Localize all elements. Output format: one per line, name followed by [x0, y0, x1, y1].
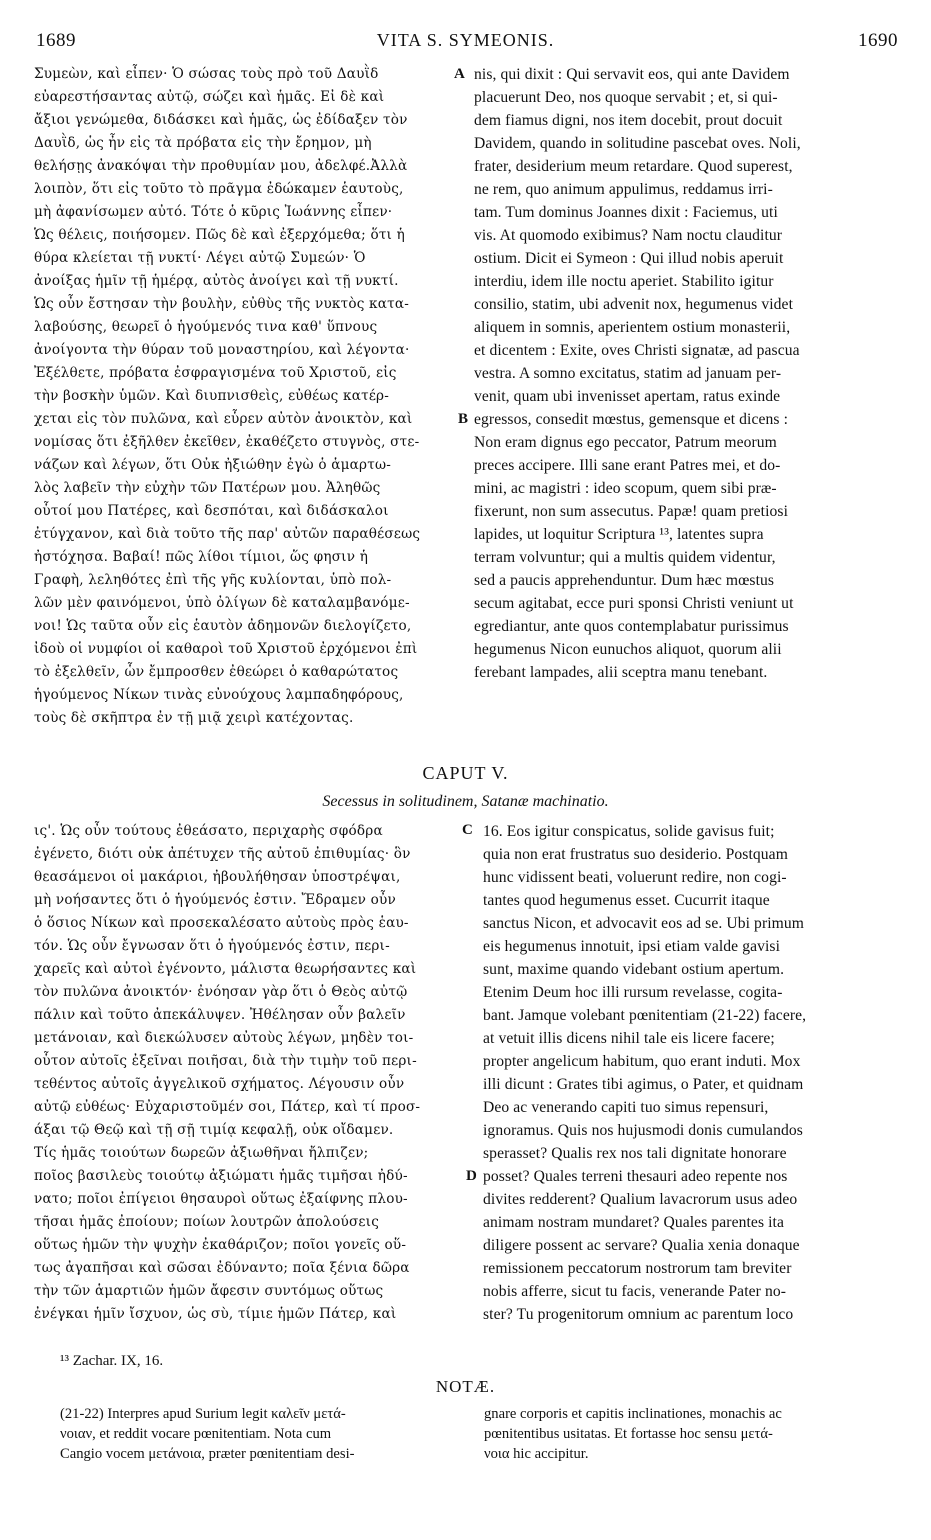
latin-line: ne rem, quo animum appulimus, reddamus irri-	[474, 181, 773, 198]
latin-line: frater, desiderium meum retardare. Quod superest,	[474, 158, 793, 175]
greek-line: νοι! Ὡς ταῦτα οὖν εἰς ἑαυτὸν ἀδημονῶν διελογίζετο,	[34, 618, 412, 634]
latin-line: egrediantur, ante quos contemplabatur purissimus	[474, 618, 789, 635]
latin-line: mini, ac magistri : ideo scopum, quem sibi præ-	[474, 480, 777, 497]
greek-line: μὴ νοήσαντες ὅτι ὁ ἡγούμενός ἐστιν. Ἔδραμεν οὖν	[34, 892, 396, 908]
latin-line: nis, qui dixit : Qui servavit eos, qui ante Davidem	[474, 66, 790, 83]
chapter-title: CAPUT V.	[422, 763, 509, 783]
latin-line: dem fiamus digni, nos item docebit, prout docuit	[474, 112, 783, 129]
greek-line: λῶν μὲν φαινόμενοι, ὑπὸ ὀλίγων δὲ καταλαμβανόμε-	[34, 595, 410, 611]
greek-line: ἐγένετο, διότι οὐκ ἀπέτυχεν τῆς αὐτοῦ ἐπιθυμίας· ὃν	[34, 846, 411, 862]
latin-line: sed a paucis apprehenduntur. Dum hæc mœstus	[474, 572, 775, 589]
latin-line: secum agitabat, ecce puri sponsi Christi veniunt ut	[474, 595, 794, 612]
latin-line: remissionem peccatorum nostrorum tam breviter	[483, 1260, 792, 1277]
latin-line: tam. Tum dominus Joannes dixit : Faciemus, uti	[474, 204, 778, 221]
latin-line: aliquem in somnis, aperientem ostium monasterii,	[474, 319, 791, 336]
latin-line: nobis afferre, sicut tu facis, venerande Pater no-	[483, 1283, 787, 1300]
chapter-subtitle: Secessus in solitudinem, Satanæ machinatio.	[322, 793, 609, 810]
latin-line: 16. Eos igitur conspicatus, solide gavisus fuit;	[483, 823, 775, 840]
greek-line: πάλιν καὶ τοῦτο ἀπεκάλυψεν. Ἠθέλησαν οὖν βαλεῖν	[34, 1007, 406, 1023]
latin-line: placuerunt Deo, nos quoque servabit ; et, si qui-	[474, 89, 778, 106]
greek-line: ἡγούμενος Νίκων τινὰς εὐνούχους λαμπαδηφόρους,	[34, 687, 404, 703]
latin-line: propter angelicum habitum, quo erant induti. Mox	[483, 1053, 801, 1070]
note-line: gnare corporis et capitis inclinationes, monachis ac	[484, 1406, 782, 1422]
latin-line: ignoramus. Quis nos hujusmodi donis cumulandos	[483, 1122, 803, 1139]
page-number-left: 1689	[36, 30, 76, 51]
latin-line: Davidem, quando in solitudine pascebat oves. Noli,	[474, 135, 801, 152]
greek-line: Ὡς θέλεις, ποιήσομεν. Πῶς δὲ καὶ ἐξερχόμεθα; ὅτι ἡ	[34, 227, 405, 243]
notae-title: NOTÆ.	[435, 1377, 496, 1396]
latin-line: illi dicunt : Grates tibi agimus, o Pater, et quidnam	[483, 1076, 804, 1093]
latin-line: vestra. A somno excitatus, statim ad januam per-	[474, 365, 782, 382]
greek-line: ὁ ὅσιος Νίκων καὶ προσεκαλέσατο αὐτοὺς πρὸς ἑαυ-	[34, 915, 409, 931]
latin-line: Deo ac venerando capiti tuo simus repensuri,	[483, 1099, 769, 1116]
latin-line: animam nostram mundaret? Quales parentes ita	[483, 1214, 785, 1231]
greek-line: χαρεῖς καὶ αὐτοὶ ἐγένοντο, μάλιστα θεωρήσαντες καὶ	[34, 961, 417, 977]
latin-line: sunt, maxime quando videbant ostium apertum.	[483, 961, 785, 978]
latin-line: lapides, ut loquitur Scriptura ¹³, latentes supra	[474, 526, 764, 543]
greek-line: οὗτον αὐτοῖς ἐξεῖναι ποιῆσαι, διὰ τὴν τιμὴν τοῦ περι-	[34, 1053, 417, 1069]
latin-line: posset? Quales terreni thesauri adeo repente nos	[483, 1168, 788, 1185]
greek-line: λαβούσης, θεωρεῖ ὁ ἡγούμενός τινα καθ' ὕπνους	[34, 319, 378, 335]
margin-marker-c: C	[462, 822, 473, 838]
note-line: νοια hic accipitur.	[484, 1446, 589, 1462]
greek-column-2	[34, 820, 454, 1326]
latin-column-1	[474, 63, 898, 684]
latin-line: at vetuit illis dicens nihil tale eis licere facere;	[483, 1030, 775, 1047]
greek-line: ἠστόχησα. Βαβαί! πῶς λίθοι τίμιοι, ὥς φησιν ἡ	[34, 549, 369, 565]
latin-line: Non eram dignus ego peccator, Patrum meorum	[474, 434, 777, 451]
greek-line: λοιπὸν, ὅτι εἰς τοῦτο τὸ πρᾶγμα ἐδώκαμεν ἑαυτοὺς,	[34, 181, 404, 197]
page-number-right: 1690	[858, 30, 898, 51]
greek-line: Τίς ἡμᾶς τοιούτων δωρεῶν ἀξιωθῆναι ἤλπιζεν;	[34, 1145, 369, 1161]
latin-line: preces accipere. Illi sane erant Patres mei, et do-	[474, 457, 781, 474]
greek-line: Ὡς οὖν ἔστησαν τὴν βουλὴν, εὐθὺς τῆς νυκτὸς κατα-	[34, 296, 410, 312]
latin-line: venit, quam ubi invenisset apertam, ratus exinde	[474, 388, 781, 405]
latin-line: terram volvuntur; qui a multis quidem videntur,	[474, 549, 776, 566]
latin-line: ferebant lampades, alii sceptra manu tenebant.	[474, 664, 768, 681]
latin-line: diligere possent ac servare? Qualia xenia donaque	[483, 1237, 800, 1254]
greek-line: τὴν τῶν ἁμαρτιῶν ἡμῶν ἄφεσιν συντόμως οὕτως	[34, 1283, 384, 1299]
greek-line: λὸς λαβεῖν τὴν εὐχὴν τῶν Πατέρων μου. Ἀληθῶς	[34, 480, 381, 496]
greek-line: μετάνοιαν, καὶ διεκώλυσεν αὐτοὺς λέγων, μηδὲν τοι-	[34, 1030, 414, 1046]
latin-line: ostium. Dicit ei Symeon : Qui illud nobis aperuit	[474, 250, 784, 267]
greek-line: οὗτοί μου Πατέρες, καὶ δεσπόται, καὶ διδάσκαλοι	[34, 503, 389, 519]
greek-line: μὴ ἀφανίσωμεν αὐτό. Τότε ὁ κῦρις Ἰωάννης εἶπεν·	[34, 204, 393, 220]
margin-marker-b: B	[458, 411, 469, 427]
greek-line: τῆσαι ἡμᾶς ἐποίουν; ποίων λουτρῶν ἀπολούσεις	[34, 1214, 380, 1230]
latin-line: consilio, statim, ubi advenit nox, hegumenus videt	[474, 296, 793, 313]
latin-line: hunc vidissent beati, voluerunt redire, non cogi-	[483, 869, 787, 886]
greek-line: οὕτως ἡμῶν τὴν ψυχὴν ἐκαθάριζον; ποῖοι γονεῖς οὕ-	[34, 1237, 407, 1253]
greek-line: τὸν πυλῶνα ἀνοικτόν· ἐνόησαν γὰρ ὅτι ὁ Θεὸς αὐτῷ	[34, 984, 408, 1000]
greek-line: Ἐξέλθετε, πρόβατα ἐσφραγισμένα τοῦ Χριστοῦ, εἰς	[34, 365, 397, 381]
greek-line: τως ἀγαπῆσαι καὶ σῶσαι ἐδύναντο; ποῖα ξένια δῶρα	[34, 1260, 410, 1276]
greek-line: Δαυῒδ, ὡς ἦν εἰς τὰ πρόβατα εἰς τὴν ἔρημον, μὴ	[34, 135, 372, 151]
latin-line: et dicentem : Exite, oves Christi signatæ, ad pascua	[474, 342, 800, 359]
note-line: νοιαν, et reddit vocare pœnitentiam. Nota cum	[60, 1426, 332, 1442]
greek-line: ποῖος βασιλεὺς τοιούτῳ ἀξιώματι ἡμᾶς τιμῆσαι ἠδύ-	[34, 1168, 408, 1184]
greek-line: νομίσας ὅτι ἐξῆλθεν ἐκεῖθεν, ἐκαθέζετο στυγνὸς, στε-	[34, 434, 420, 450]
latin-line: quia non erat frustratus suo desiderio. Postquam	[483, 846, 788, 863]
note-line: Cangio vocem μετάνοια, præter pœnitentiam desi-	[60, 1446, 355, 1462]
greek-line: τὴν βοσκὴν ὑμῶν. Καὶ διυπνισθεὶς, εὐθέως κατέρ-	[34, 388, 390, 404]
latin-line: fixerunt, non sum assecutus. Papæ! quam pretiosi	[474, 503, 789, 520]
greek-line: νατο; ποῖοι ἐπίγειοι θησαυροὶ οὕτως ἐξαίφνης πλου-	[34, 1191, 408, 1207]
footnote: ¹³ Zachar. IX, 16.	[60, 1353, 164, 1369]
greek-line: θεασάμενοι οἱ μακάριοι, ἠβουλήθησαν ὑποστρέψαι,	[34, 869, 401, 885]
latin-line: vis. At quomodo exibimus? Nam noctu clauditur	[474, 227, 783, 244]
margin-marker-d: D	[466, 1168, 477, 1184]
latin-line: interdiu, idem ille noctu aperiet. Stabilito igitur	[474, 273, 774, 290]
greek-line: τεθέντος αὐτοῖς ἀγγελικοῦ σχήματος. Λέγουσιν οὖν	[34, 1076, 405, 1092]
greek-line: ἰδοὺ οἱ νυμφίοι οἱ καθαροὶ τοῦ Χριστοῦ ἐρχόμενοι ἐπὶ	[34, 641, 418, 657]
latin-line: bant. Jamque volebant pœnitentiam (21-22) facere,	[483, 1007, 807, 1024]
greek-line: ἀνοίξας ἡμῖν τῇ ἡμέρᾳ, αὐτὸς ἀνοίγει καὶ τῇ νυκτί.	[34, 273, 399, 289]
greek-line: ἐνέγκαι ἡμῖν ἴσχυον, ὡς σὺ, τίμιε ἡμῶν Πάτερ, καὶ	[34, 1306, 397, 1322]
greek-line: ἄξιοι γενώμεθα, διδάσκει καὶ ἡμᾶς, ὡς ἐδίδαξεν τὸν	[34, 112, 408, 128]
greek-line: ἐτύγχανον, καὶ διὰ τοῦτο τῆς παρ' αὐτῶν παραθέσεως	[34, 526, 421, 542]
latin-line: tantes quod hegumenus esset. Cucurrit itaque	[483, 892, 770, 909]
greek-line: τὸ ἐξελθεῖν, ὧν ἔμπροσθεν ἐθεώρει ὁ καθαρώτατος	[34, 664, 399, 680]
greek-line: χεται εἰς τὸν πυλῶνα, καὶ εὗρεν αὐτὸν ἀνοικτὸν, καὶ	[34, 411, 413, 427]
latin-line: ster? Tu progenitorum omnium ac parentum loco	[483, 1306, 794, 1323]
greek-line: τόν. Ὡς οὖν ἔγνωσαν ὅτι ὁ ἡγούμενός ἐστιν, περι-	[34, 938, 390, 954]
notae-left-column	[60, 1404, 460, 1464]
latin-line: sperasset? Qualis rex nos tali dignitate honorare	[483, 1145, 787, 1162]
greek-line: αὐτῷ εὐθέως· Εὐχαριστοῦμέν σοι, Πάτερ, καὶ τί προσ-	[34, 1099, 421, 1115]
greek-line: Γραφὴ, λεληθότες ἐπὶ τῆς γῆς κυλίονται, ὑπὸ πολ-	[34, 572, 392, 588]
margin-marker-a: A	[454, 66, 465, 82]
latin-line: divites redderent? Qualium lavacrorum usus adeo	[483, 1191, 798, 1208]
greek-line: θύρα κλείεται τῇ νυκτί· Λέγει αὐτῷ Συμεών· Ὁ	[34, 250, 366, 266]
latin-line: eis hegumenus innotuit, ipsi etiam valde gavisi	[483, 938, 781, 955]
greek-line: ἀνοίγοντα τὴν θύραν τοῦ μοναστηρίου, καὶ λέγοντα·	[34, 342, 410, 358]
latin-line: egressos, consedit mœstus, gemensque et dicens :	[474, 411, 789, 428]
greek-line: εὐαρεστήσαντας αὐτῷ, σώζει καὶ ἡμᾶς. Εἰ δὲ καὶ	[34, 89, 385, 105]
latin-line: sanctus Nicon, et advocavit eos ad se. Ubi primum	[483, 915, 805, 932]
latin-column-2	[483, 820, 898, 1326]
latin-line: Etenim Deum hoc illi rursum revelasse, cogita-	[483, 984, 783, 1001]
greek-line: άξαι τῷ Θεῷ καὶ τῇ σῇ τιμίᾳ κεφαλῇ, οὐκ οἴδαμεν.	[34, 1122, 394, 1138]
greek-column-1	[34, 63, 454, 730]
greek-line: ις'. Ὡς οὖν τούτους ἐθεάσατο, περιχαρὴς σφόδρα	[34, 823, 383, 839]
greek-line: θελήσῃς ἀνακόψαι τὴν προθυμίαν μου, ἀδελφέ.Ἀλλὰ	[34, 158, 408, 174]
latin-line: hegumenus Nicon eunuchos aliquot, quorum alii	[474, 641, 782, 658]
note-line: pœnitentibus usitatas. Et fortasse hoc sensu μετά-	[484, 1426, 773, 1442]
greek-line: νάζων καὶ λέγων, ὅτι Οὐκ ἠξιώθην ἐγὼ ὁ ἁμαρτω-	[34, 457, 392, 473]
greek-line: τοὺς δὲ σκῆπτρα ἐν τῇ μιᾷ χειρὶ κατέχοντας.	[34, 710, 354, 726]
note-line: (21-22) Interpres apud Surium legit καλεῖν μετά-	[60, 1406, 346, 1422]
greek-line: Συμεὼν, καὶ εἶπεν· Ὁ σώσας τοὺς πρὸ τοῦ Δαυῒδ	[34, 66, 379, 82]
running-title: VITA S. SYMEONIS.	[376, 30, 555, 50]
notae-right-column	[484, 1404, 898, 1464]
